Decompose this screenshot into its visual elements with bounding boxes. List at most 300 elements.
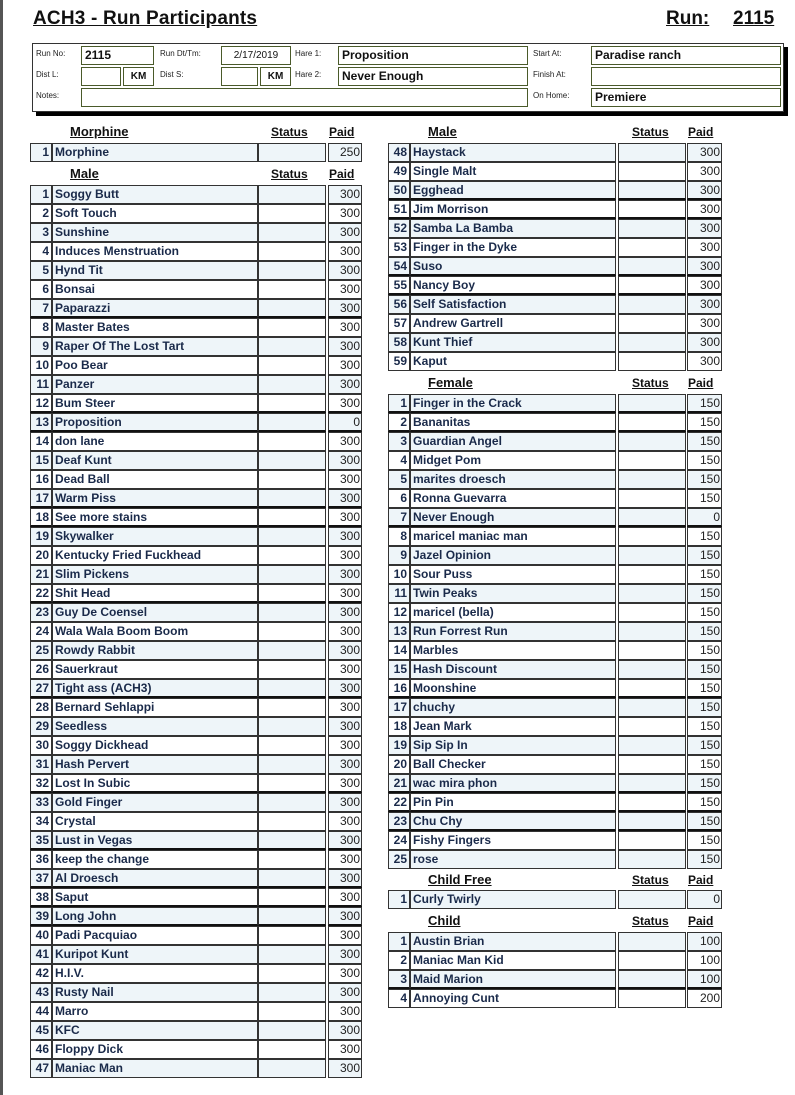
participant-name[interactable]: Moonshine [410,679,616,698]
participant-status[interactable] [618,584,686,603]
hare1-field[interactable]: Proposition [338,46,528,65]
participant-status[interactable] [618,276,686,295]
participant-paid[interactable]: 300 [328,375,362,394]
participant-name[interactable]: Floppy Dick [52,1040,258,1059]
participant-name[interactable]: Shit Head [52,584,258,603]
participant-paid[interactable]: 150 [687,546,722,565]
participant-paid[interactable]: 300 [328,185,362,204]
participant-paid[interactable]: 300 [328,717,362,736]
participant-paid[interactable]: 300 [687,143,722,162]
section-header-female [0,375,795,393]
participant-paid[interactable]: 150 [687,394,722,413]
participant-paid[interactable]: 150 [687,432,722,451]
participant-number: 23 [30,603,52,622]
participant-name[interactable]: Guy De Coensel [52,603,258,622]
dist-l-field[interactable] [81,67,121,86]
participant-status[interactable] [618,314,686,333]
participant-paid[interactable]: 0 [687,508,722,527]
participant-status[interactable] [258,603,326,622]
participant-name[interactable]: don lane [52,432,258,451]
participant-status[interactable] [618,793,686,812]
participant-paid[interactable]: 300 [328,736,362,755]
participant-name[interactable]: Poo Bear [52,356,258,375]
participant-name[interactable]: chuchy [410,698,616,717]
participant-paid[interactable]: 300 [328,831,362,850]
participant-status[interactable] [258,1040,326,1059]
participant-paid[interactable]: 100 [687,932,722,951]
participant-name[interactable]: Chu Chy [410,812,616,831]
participant-status[interactable] [618,489,686,508]
participant-paid[interactable]: 150 [687,584,722,603]
participant-name[interactable]: Paparazzi [52,299,258,318]
participant-name[interactable]: Haystack [410,143,616,162]
participant-paid[interactable]: 300 [328,356,362,375]
participant-paid[interactable]: 300 [328,242,362,261]
run-dt-field[interactable]: 2/17/2019 [221,46,291,65]
participant-status[interactable] [618,451,686,470]
participant-paid[interactable]: 300 [328,774,362,793]
participant-status[interactable] [258,470,326,489]
participant-paid[interactable]: 300 [687,276,722,295]
participant-status[interactable] [618,470,686,489]
participant-name[interactable]: Midget Pom [410,451,616,470]
participant-name[interactable]: Lust in Vegas [52,831,258,850]
participant-name[interactable]: maricel (bella) [410,603,616,622]
participant-status[interactable] [258,143,326,162]
participant-paid[interactable]: 300 [328,850,362,869]
participant-paid[interactable]: 150 [687,793,722,812]
participant-name[interactable]: Never Enough [410,508,616,527]
participant-status[interactable] [258,394,326,413]
notes-field[interactable] [81,88,528,107]
participant-paid[interactable]: 150 [687,717,722,736]
participant-status[interactable] [618,679,686,698]
participant-paid[interactable]: 150 [687,565,722,584]
participant-paid[interactable]: 150 [687,850,722,869]
participant-status[interactable] [618,238,686,257]
participant-paid[interactable]: 300 [687,352,722,371]
participant-name[interactable]: Induces Menstruation [52,242,258,261]
participant-name[interactable]: Kaput [410,352,616,371]
participant-paid[interactable]: 300 [328,1059,362,1078]
participant-paid[interactable]: 300 [687,238,722,257]
participant-status[interactable] [258,508,326,527]
participant-paid[interactable]: 300 [687,181,722,200]
participant-paid[interactable]: 300 [687,333,722,352]
participant-name[interactable]: Egghead [410,181,616,200]
participant-paid[interactable]: 300 [328,812,362,831]
participant-name[interactable]: Sour Puss [410,565,616,584]
participant-name[interactable]: H.I.V. [52,964,258,983]
participant-paid[interactable]: 100 [687,970,722,989]
participant-number: 16 [388,679,410,698]
participant-status[interactable] [618,295,686,314]
participant-status[interactable] [258,356,326,375]
participant-status[interactable] [258,983,326,1002]
participant-number: 50 [388,181,410,200]
participant-name[interactable]: Bum Steer [52,394,258,413]
participant-name[interactable]: Jazel Opinion [410,546,616,565]
participant-name[interactable]: Run Forrest Run [410,622,616,641]
participant-status[interactable] [258,793,326,812]
participant-status[interactable] [258,888,326,907]
participant-number: 21 [388,774,410,793]
participant-name[interactable]: Wala Wala Boom Boom [52,622,258,641]
participant-paid[interactable]: 300 [328,698,362,717]
participant-paid[interactable]: 150 [687,641,722,660]
participant-name[interactable]: Hash Pervert [52,755,258,774]
participant-name[interactable]: Kentucky Fried Fuckhead [52,546,258,565]
participant-status[interactable] [258,850,326,869]
participant-name[interactable]: wac mira phon [410,774,616,793]
participant-name[interactable]: Maid Marion [410,970,616,989]
participant-name[interactable]: Hash Discount [410,660,616,679]
participant-paid[interactable]: 300 [328,337,362,356]
participant-status[interactable] [258,1002,326,1021]
participant-status[interactable] [618,394,686,413]
participant-number: 6 [388,489,410,508]
participant-status[interactable] [258,527,326,546]
participant-name[interactable]: Morphine [52,143,258,162]
participant-name[interactable]: Long John [52,907,258,926]
participant-paid[interactable]: 150 [687,622,722,641]
participant-status[interactable] [618,812,686,831]
participant-name[interactable]: Jim Morrison [410,200,616,219]
participant-status[interactable] [618,413,686,432]
participant-status[interactable] [618,603,686,622]
participant-status[interactable] [258,660,326,679]
participant-paid[interactable]: 300 [328,318,362,337]
participant-paid[interactable]: 300 [328,983,362,1002]
participant-paid[interactable]: 300 [328,584,362,603]
participant-name[interactable]: Marbles [410,641,616,660]
participant-status[interactable] [258,299,326,318]
participant-status[interactable] [618,641,686,660]
participant-name[interactable]: Twin Peaks [410,584,616,603]
participant-name[interactable]: rose [410,850,616,869]
participant-status[interactable] [618,932,686,951]
participant-status[interactable] [258,432,326,451]
participant-name[interactable]: Seedless [52,717,258,736]
participant-status[interactable] [258,261,326,280]
participant-number: 13 [30,413,52,432]
participant-name[interactable]: Curly Twirly [410,890,616,909]
participant-status[interactable] [618,143,686,162]
participant-name[interactable]: Marro [52,1002,258,1021]
participant-name[interactable]: Gold Finger [52,793,258,812]
participant-paid[interactable]: 200 [687,989,722,1008]
participant-paid[interactable]: 300 [328,964,362,983]
participant-status[interactable] [618,755,686,774]
participant-status[interactable] [258,774,326,793]
participant-status[interactable] [618,546,686,565]
participant-name[interactable]: Annoying Cunt [410,989,616,1008]
participant-number: 19 [30,527,52,546]
participant-paid[interactable]: 300 [328,660,362,679]
participant-status[interactable] [258,413,326,432]
participant-name[interactable]: Rowdy Rabbit [52,641,258,660]
participant-paid[interactable]: 300 [328,907,362,926]
participant-status[interactable] [618,181,686,200]
participant-name[interactable]: Finger in the Dyke [410,238,616,257]
participant-name[interactable]: Panzer [52,375,258,394]
participant-name[interactable]: Proposition [52,413,258,432]
participant-status[interactable] [618,989,686,1008]
participant-name[interactable]: keep the change [52,850,258,869]
participant-number: 52 [388,219,410,238]
finish-at-field[interactable] [591,67,781,86]
participant-paid[interactable]: 250 [328,143,362,162]
participant-number: 40 [30,926,52,945]
participant-paid[interactable]: 300 [687,314,722,333]
participant-paid[interactable]: 300 [328,1002,362,1021]
participant-name[interactable]: Pin Pin [410,793,616,812]
participant-status[interactable] [258,755,326,774]
participant-paid[interactable]: 300 [328,641,362,660]
participant-paid[interactable]: 300 [328,603,362,622]
participant-number: 57 [388,314,410,333]
participant-paid[interactable]: 150 [687,755,722,774]
participant-status[interactable] [258,280,326,299]
participant-status[interactable] [618,774,686,793]
participant-name[interactable]: Andrew Gartrell [410,314,616,333]
participant-paid[interactable]: 100 [687,951,722,970]
participant-paid[interactable]: 300 [328,508,362,527]
participant-paid[interactable]: 300 [328,394,362,413]
participant-paid[interactable]: 300 [328,432,362,451]
participant-status[interactable] [258,489,326,508]
participant-paid[interactable]: 150 [687,413,722,432]
participant-paid[interactable]: 0 [687,890,722,909]
participant-name[interactable]: Jean Mark [410,717,616,736]
participant-name[interactable]: Kuripot Kunt [52,945,258,964]
participant-status[interactable] [618,951,686,970]
participant-name[interactable]: Tight ass (ACH3) [52,679,258,698]
participant-status[interactable] [618,717,686,736]
participant-name[interactable]: Kunt Thief [410,333,616,352]
participant-status[interactable] [258,565,326,584]
participant-status[interactable] [618,698,686,717]
participant-number: 53 [388,238,410,257]
participant-name[interactable]: Ball Checker [410,755,616,774]
participant-paid[interactable]: 300 [328,565,362,584]
participant-paid[interactable]: 300 [328,489,362,508]
participant-paid[interactable]: 300 [328,527,362,546]
participant-status[interactable] [618,565,686,584]
participant-status[interactable] [258,622,326,641]
participant-paid[interactable]: 300 [328,299,362,318]
participant-name[interactable]: Finger in the Crack [410,394,616,413]
participant-paid[interactable]: 300 [328,869,362,888]
participant-status[interactable] [258,717,326,736]
participant-paid[interactable]: 300 [328,223,362,242]
dist-s-field[interactable] [221,67,258,86]
participant-name[interactable]: Al Droesch [52,869,258,888]
section-header-child-free [0,872,795,890]
participant-name[interactable]: Self Satisfaction [410,295,616,314]
participant-status[interactable] [258,185,326,204]
participant-status[interactable] [258,812,326,831]
participant-paid[interactable]: 150 [687,679,722,698]
participant-status[interactable] [618,527,686,546]
start-at-label: Start At: [533,49,562,58]
participant-status[interactable] [618,831,686,850]
participant-status[interactable] [618,352,686,371]
participant-status[interactable] [258,1059,326,1078]
participant-number: 56 [388,295,410,314]
participant-paid[interactable]: 300 [687,257,722,276]
participant-status[interactable] [618,200,686,219]
section-title: Female [428,375,473,390]
participant-status[interactable] [258,679,326,698]
participant-paid[interactable]: 300 [328,451,362,470]
participant-paid[interactable]: 300 [328,926,362,945]
section-title: Child [428,913,461,928]
participant-name[interactable]: Warm Piss [52,489,258,508]
section-title: Male [428,124,457,139]
participant-name[interactable]: Guardian Angel [410,432,616,451]
participant-status[interactable] [258,204,326,223]
participant-paid[interactable]: 150 [687,451,722,470]
participant-number: 44 [30,1002,52,1021]
participant-paid[interactable]: 150 [687,527,722,546]
participant-name[interactable]: Skywalker [52,527,258,546]
participant-name[interactable]: Fishy Fingers [410,831,616,850]
participant-name[interactable]: Sauerkraut [52,660,258,679]
participant-name[interactable]: Rusty Nail [52,983,258,1002]
participant-name[interactable]: Single Malt [410,162,616,181]
participant-name[interactable]: Raper Of The Lost Tart [52,337,258,356]
participant-paid[interactable]: 300 [328,280,362,299]
participant-name[interactable]: Bananitas [410,413,616,432]
participant-name[interactable]: KFC [52,1021,258,1040]
participant-paid[interactable]: 300 [328,755,362,774]
participant-paid[interactable]: 150 [687,831,722,850]
participant-status[interactable] [618,257,686,276]
participant-paid[interactable]: 150 [687,603,722,622]
participant-name[interactable]: marites droesch [410,470,616,489]
participant-paid[interactable]: 300 [328,945,362,964]
participant-name[interactable]: Samba La Bamba [410,219,616,238]
participant-paid[interactable]: 300 [687,200,722,219]
participant-name[interactable]: Nancy Boy [410,276,616,295]
participant-paid[interactable]: 300 [328,793,362,812]
participant-name[interactable]: Padi Pacquiao [52,926,258,945]
participant-paid[interactable]: 300 [687,162,722,181]
participant-name[interactable]: Maniac Man [52,1059,258,1078]
participant-status[interactable] [258,546,326,565]
participant-status[interactable] [258,641,326,660]
participant-name[interactable]: Bonsai [52,280,258,299]
participant-paid[interactable]: 300 [328,1021,362,1040]
participant-status[interactable] [618,333,686,352]
participant-number: 43 [30,983,52,1002]
participant-name[interactable]: Soggy Butt [52,185,258,204]
participant-name[interactable]: Ronna Guevarra [410,489,616,508]
participant-name[interactable]: Maniac Man Kid [410,951,616,970]
participant-status[interactable] [618,432,686,451]
participant-paid[interactable]: 0 [328,413,362,432]
participant-name[interactable]: Dead Ball [52,470,258,489]
participant-status[interactable] [618,219,686,238]
participant-paid[interactable]: 300 [328,622,362,641]
participant-paid[interactable]: 150 [687,660,722,679]
participant-number: 18 [388,717,410,736]
participant-paid[interactable]: 300 [328,261,362,280]
participant-status[interactable] [258,451,326,470]
participant-name[interactable]: Austin Brian [410,932,616,951]
status-column-header: Status [632,914,669,928]
participant-name[interactable]: Sunshine [52,223,258,242]
participant-name[interactable]: Lost In Subic [52,774,258,793]
participant-status[interactable] [258,736,326,755]
participant-status[interactable] [258,964,326,983]
participant-paid[interactable]: 150 [687,698,722,717]
participant-status[interactable] [618,736,686,755]
participant-paid[interactable]: 300 [328,204,362,223]
participant-paid[interactable]: 150 [687,470,722,489]
participant-status[interactable] [618,660,686,679]
participant-paid[interactable]: 150 [687,736,722,755]
participant-name[interactable]: maricel maniac man [410,527,616,546]
participant-name[interactable]: Soggy Dickhead [52,736,258,755]
run-no-field[interactable]: 2115 [81,46,154,65]
participant-status[interactable] [258,945,326,964]
participant-paid[interactable]: 150 [687,489,722,508]
participant-paid[interactable]: 300 [687,295,722,314]
participant-status[interactable] [618,890,686,909]
participant-status[interactable] [258,584,326,603]
participant-status[interactable] [258,318,326,337]
participant-name[interactable]: See more stains [52,508,258,527]
participant-name[interactable]: Master Bates [52,318,258,337]
participant-status[interactable] [618,162,686,181]
participant-paid[interactable]: 300 [687,219,722,238]
participant-paid[interactable]: 300 [328,1040,362,1059]
participant-number: 5 [30,261,52,280]
participant-name[interactable]: Soft Touch [52,204,258,223]
participant-status[interactable] [258,1021,326,1040]
participant-name[interactable]: Suso [410,257,616,276]
participant-name[interactable]: Bernard Sehlappi [52,698,258,717]
participant-status[interactable] [618,622,686,641]
participant-name[interactable]: Deaf Kunt [52,451,258,470]
hare2-field[interactable]: Never Enough [338,67,528,86]
participant-status[interactable] [258,223,326,242]
participant-paid[interactable]: 150 [687,774,722,793]
participant-status[interactable] [618,508,686,527]
participant-name[interactable]: Saput [52,888,258,907]
participant-number: 6 [30,280,52,299]
participant-paid[interactable]: 150 [687,812,722,831]
participant-name[interactable]: Slim Pickens [52,565,258,584]
participant-status[interactable] [258,337,326,356]
participant-name[interactable]: Crystal [52,812,258,831]
participant-status[interactable] [258,831,326,850]
participant-paid[interactable]: 300 [328,888,362,907]
participant-paid[interactable]: 300 [328,546,362,565]
participant-name[interactable]: Hynd Tit [52,261,258,280]
participant-status[interactable] [258,242,326,261]
participant-status[interactable] [618,970,686,989]
participant-status[interactable] [258,698,326,717]
participant-paid[interactable]: 300 [328,679,362,698]
on-home-field[interactable]: Premiere [591,88,781,107]
participant-status[interactable] [618,850,686,869]
start-at-field[interactable]: Paradise ranch [591,46,781,65]
participant-paid[interactable]: 300 [328,470,362,489]
participant-name[interactable]: Sip Sip In [410,736,616,755]
